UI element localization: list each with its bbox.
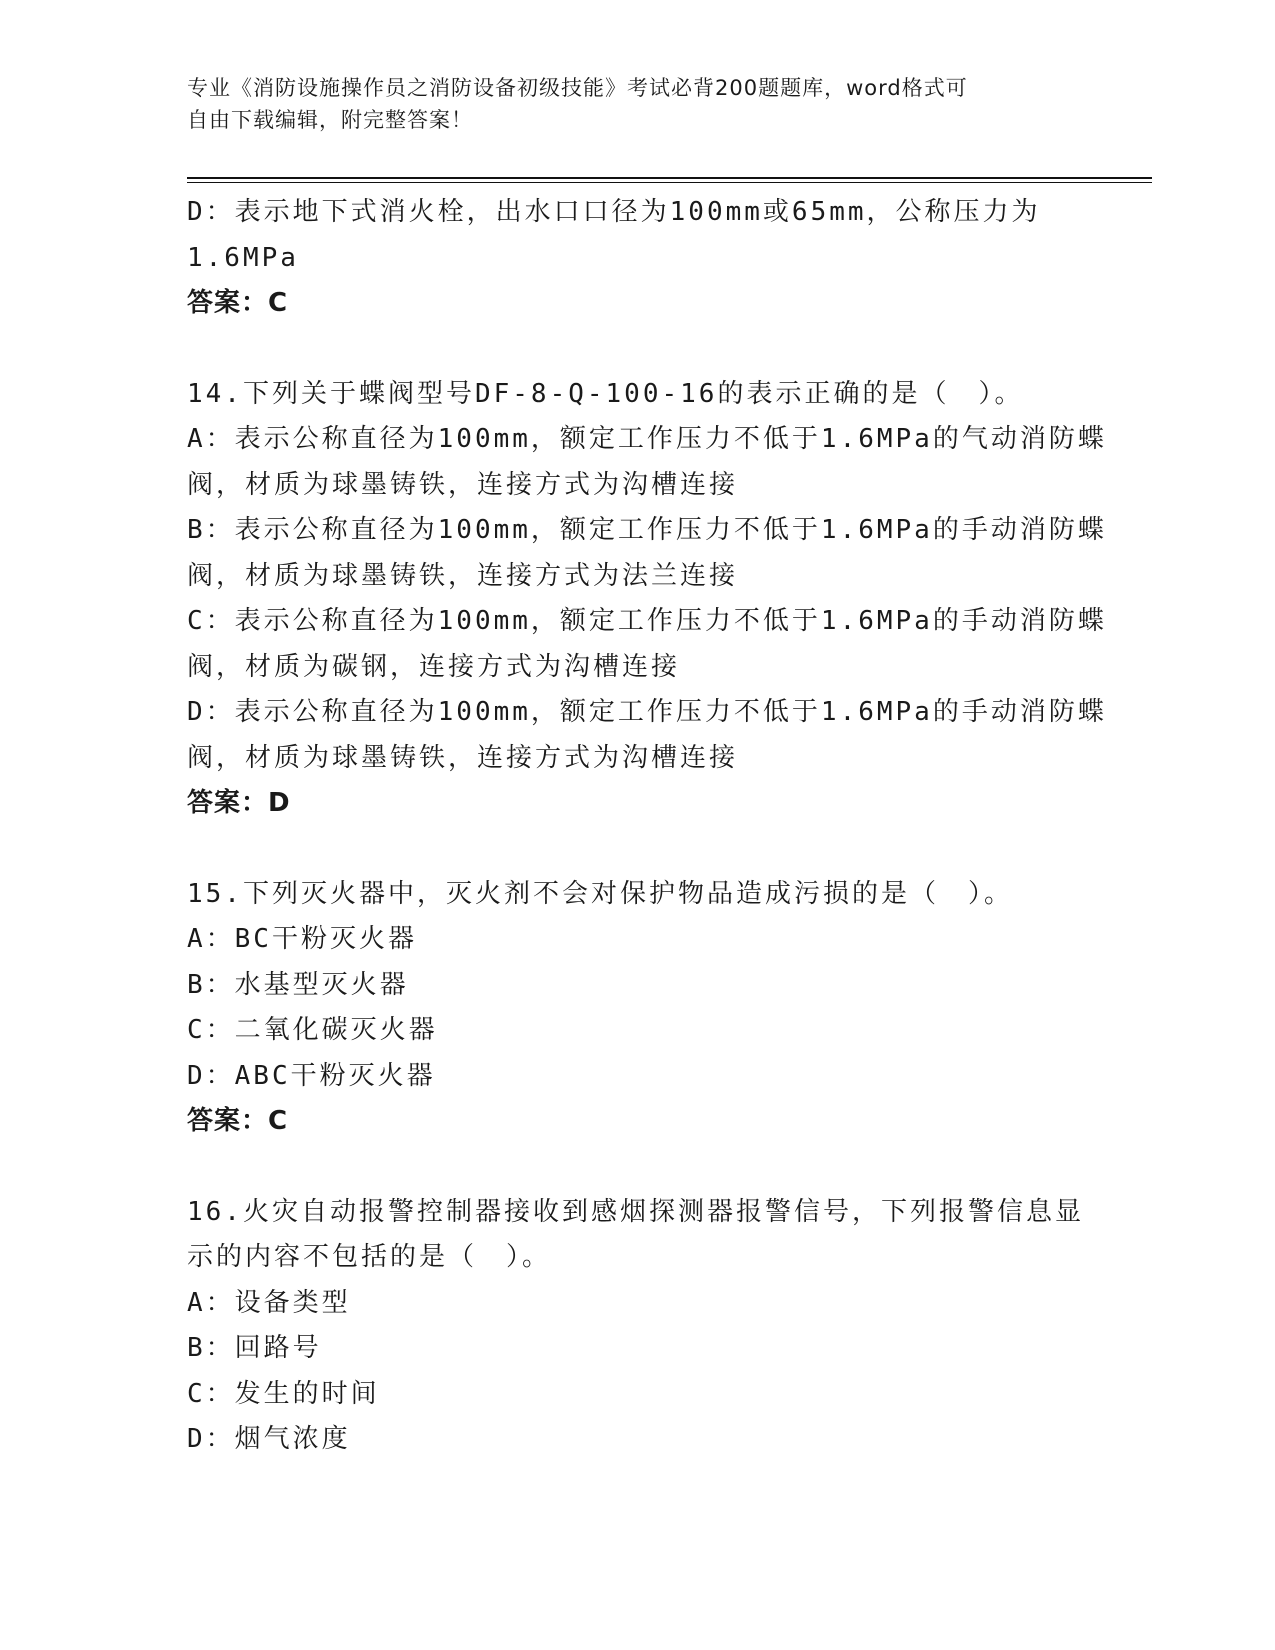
answer-line: 答案：C	[187, 288, 289, 318]
previous-question-tail	[187, 190, 1087, 327]
option-a: A：表示公称直径为100mm，额定工作压力不低于1.6MPa的气动消防蝶	[187, 424, 1107, 454]
answer-line: 答案：C	[187, 1106, 289, 1136]
document-body	[187, 190, 1107, 1463]
question-stem: 15.下列灭火器中，灭火剂不会对保护物品造成污损的是（ ）。	[187, 878, 1013, 909]
option-b: B：水基型灭火器	[187, 969, 409, 1000]
header-rule-thin	[187, 182, 1152, 183]
option-c-continued: 阀，材质为碳钢，连接方式为沟槽连接	[187, 651, 681, 682]
option-a: A：设备类型	[187, 1287, 351, 1318]
option-b: B：表示公称直径为100mm，额定工作压力不低于1.6MPa的手动消防蝶	[187, 515, 1107, 545]
question-stem: 14.下列关于蝶阀型号DF-8-Q-100-16的表示正确的是（ ）。	[187, 378, 1024, 409]
option-a-continued: 阀，材质为球墨铸铁，连接方式为沟槽连接	[187, 469, 739, 500]
option-d: D：烟气浓度	[187, 1424, 351, 1454]
document-header	[187, 72, 1087, 136]
question-stem-continued: 示的内容不包括的是（ ）。	[187, 1242, 552, 1272]
option-d: D：ABC干粉灭火器	[187, 1060, 436, 1091]
option-d: D：表示公称直径为100mm，额定工作压力不低于1.6MPa的手动消防蝶	[187, 697, 1107, 727]
option-c: C：发生的时间	[187, 1378, 380, 1409]
option-d-continued: 阀，材质为球墨铸铁，连接方式为沟槽连接	[187, 742, 739, 773]
option-d-continued: 1.6MPa	[187, 242, 299, 273]
header-line-1: 专业《消防设施操作员之消防设备初级技能》考试必背200题题库，word格式可	[187, 76, 968, 100]
question-14	[187, 372, 1107, 827]
option-b: B：回路号	[187, 1333, 322, 1363]
option-c: C：表示公称直径为100mm，额定工作压力不低于1.6MPa的手动消防蝶	[187, 606, 1107, 636]
option-a: A：BC干粉灭火器	[187, 924, 417, 954]
question-stem: 16.火灾自动报警控制器接收到感烟探测器报警信号，下列报警信息显	[187, 1196, 1084, 1227]
header-rule-thick	[187, 177, 1152, 179]
question-16	[187, 1190, 1087, 1463]
spacer	[187, 327, 1087, 372]
option-c: C：二氧化碳灭火器	[187, 1015, 438, 1045]
header-line-2: 自由下载编辑，附完整答案！	[187, 108, 473, 132]
spacer	[187, 827, 1087, 872]
spacer	[187, 1145, 1087, 1190]
answer-line: 答案：D	[187, 788, 291, 818]
question-15	[187, 872, 1087, 1145]
option-d: D：表示地下式消火栓，出水口口径为100mm或65mm，公称压力为	[187, 197, 1041, 227]
option-b-continued: 阀，材质为球墨铸铁，连接方式为法兰连接	[187, 560, 739, 591]
